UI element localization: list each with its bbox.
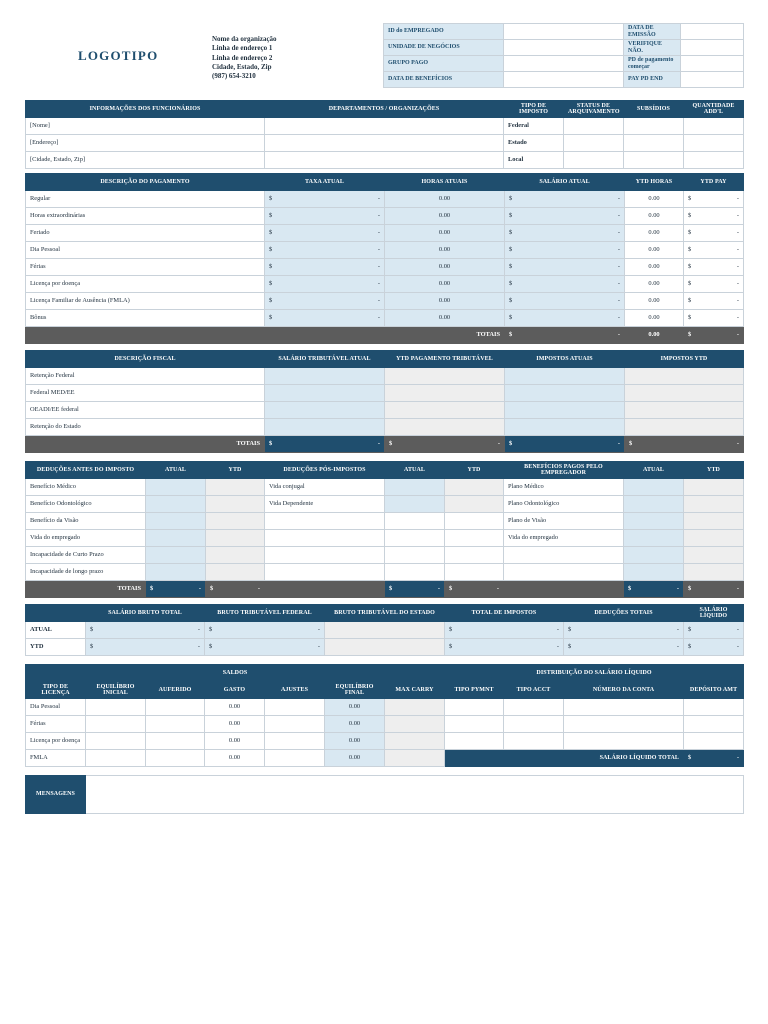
post-tax-item: Vida conjugal: [265, 479, 385, 496]
current-hours[interactable]: 0.00: [385, 208, 505, 225]
account-type[interactable]: [504, 699, 564, 716]
employer-ytd[interactable]: [684, 530, 744, 547]
ytd-pay-header: YTD PAY: [684, 174, 744, 191]
department-cell[interactable]: [265, 152, 504, 169]
leave-type: Licença por doença: [26, 733, 86, 750]
current-hours[interactable]: 0.00: [385, 191, 505, 208]
pay-period-start-label: PD de pagamento começar: [624, 56, 681, 72]
pay-totals-label: TOTAIS: [26, 327, 505, 344]
current-tax[interactable]: [505, 385, 625, 402]
post-tax-ytd[interactable]: [445, 479, 504, 496]
deduction-row: [26, 496, 744, 513]
ytd-taxable[interactable]: [385, 385, 505, 402]
pay-row: [26, 293, 744, 310]
total-deductions-header: DEDUÇÕES TOTAIS: [564, 605, 684, 622]
final-balance: 0.00: [325, 733, 385, 750]
current-rate[interactable]: $ -: [265, 225, 385, 242]
additional-qty-header: QUANTIDADE ADD'L: [684, 101, 744, 118]
final-balance: 0.00: [325, 750, 385, 767]
tax-row: [26, 402, 744, 419]
pay-group-field[interactable]: [504, 56, 624, 72]
ytd-pay: $ -: [684, 225, 744, 242]
earned[interactable]: [146, 733, 205, 750]
current-hours[interactable]: 0.00: [385, 310, 505, 327]
employer-current[interactable]: [624, 547, 684, 564]
pay-totals-row: TOTAIS $ - 0.00 $ -: [26, 327, 744, 344]
ytd-taxes-header: IMPOSTOS YTD: [625, 351, 744, 368]
deductions-totals-row: TOTAIS $ - $ - $ - $ - $ - $ -: [26, 581, 744, 598]
post-tax-ytd[interactable]: [445, 496, 504, 513]
current-rate[interactable]: $ -: [265, 242, 385, 259]
employer-current[interactable]: [624, 479, 684, 496]
post-tax-current[interactable]: [385, 496, 445, 513]
employer-current[interactable]: [624, 530, 684, 547]
pay-total-ytd-hours: 0.00: [625, 327, 684, 344]
earned[interactable]: [146, 716, 205, 733]
deduction-row: [26, 547, 744, 564]
start-balance[interactable]: [86, 716, 146, 733]
employee-city[interactable]: [Cidade, Estado, Zip]: [26, 152, 265, 169]
org-name: Nome da organização: [212, 35, 277, 43]
total-taxes-header: TOTAL DE IMPOSTOS: [445, 605, 564, 622]
post-tax-ytd[interactable]: [445, 547, 504, 564]
summary-row: [26, 622, 744, 639]
net-pay-header: SALÁRIO LÍQUIDO: [684, 605, 744, 622]
ytd-tax[interactable]: [625, 402, 744, 419]
messages-field[interactable]: [86, 776, 744, 814]
account-type[interactable]: [504, 716, 564, 733]
pre-tax-ytd[interactable]: [206, 479, 265, 496]
net-pay-total-label: SALÁRIO LÍQUIDO TOTAL: [445, 750, 684, 767]
pay-description: Licença Familiar de Ausência (FMLA): [26, 293, 265, 310]
deposit-amount[interactable]: [684, 733, 744, 750]
tax-type-local: Local: [504, 152, 564, 169]
pay-period-start-field[interactable]: [681, 56, 744, 72]
adjustments[interactable]: [265, 716, 325, 733]
pay-description: Feriado: [26, 225, 265, 242]
leave-type: FMLA: [26, 750, 86, 767]
current-rate[interactable]: $ -: [265, 310, 385, 327]
pay-row: [26, 276, 744, 293]
current-rate[interactable]: $ -: [265, 191, 385, 208]
tax-description-table: [25, 350, 744, 453]
tax-type-state: Estado: [504, 135, 564, 152]
pre-tax-item: Incapacidade de longo prazo: [26, 564, 146, 581]
total-taxes: $ -: [445, 622, 564, 639]
current-tax[interactable]: [505, 419, 625, 436]
logo: LOGOTIPO: [78, 48, 159, 63]
messages-label: MENSAGENS: [26, 776, 86, 814]
current-tax[interactable]: [505, 368, 625, 385]
taxable-salary-header: SALÁRIO TRIBUTÁVEL ATUAL: [265, 351, 385, 368]
balance-row: [26, 699, 744, 716]
post-tax-ytd[interactable]: [445, 513, 504, 530]
max-carry[interactable]: [385, 750, 445, 767]
net-pay: $ -: [684, 639, 744, 656]
current-hours-header: HORAS ATUAIS: [385, 174, 505, 191]
employee-name[interactable]: [Nome]: [26, 118, 265, 135]
employer-ytd[interactable]: [684, 564, 744, 581]
ytd-tax[interactable]: [625, 385, 744, 402]
current-tax[interactable]: [505, 402, 625, 419]
pre-tax-item: Benefício Odontológico: [26, 496, 146, 513]
deduction-row: [26, 479, 744, 496]
taxable-salary[interactable]: [265, 419, 385, 436]
deduction-row: [26, 530, 744, 547]
deposit-amount[interactable]: [684, 699, 744, 716]
balance-row: [26, 733, 744, 750]
pre-tax-ytd[interactable]: [206, 496, 265, 513]
max-carry[interactable]: [385, 733, 445, 750]
pre-tax-item: Benefício Médico: [26, 479, 146, 496]
current-salary-header: SALÁRIO ATUAL: [505, 174, 625, 191]
federal-taxable: $ -: [205, 622, 325, 639]
employee-info-table: [25, 100, 744, 169]
employee-info-header: INFORMAÇÕES DOS FUNCIONÁRIOS: [26, 101, 265, 118]
pre-tax-ytd[interactable]: [206, 513, 265, 530]
pre-tax-ytd[interactable]: [206, 564, 265, 581]
balances-title: SALDOS: [26, 665, 445, 682]
pay-period-end-field[interactable]: [681, 72, 744, 88]
ytd-hours: 0.00: [625, 191, 684, 208]
post-tax-item: [265, 513, 385, 530]
pre-tax-current[interactable]: [146, 547, 206, 564]
ytd-hours: 0.00: [625, 259, 684, 276]
benefits-date-label: DATA DE BENEFÍCIOS: [384, 72, 504, 88]
tax-description: Retenção Federal: [26, 368, 265, 385]
spent: 0.00: [205, 733, 265, 750]
ytd-taxable[interactable]: [385, 402, 505, 419]
pay-row: [26, 259, 744, 276]
ytd-pay: $ -: [684, 191, 744, 208]
summary-row-label: ATUAL: [26, 622, 86, 639]
ytd-pay: $ -: [684, 276, 744, 293]
pre-tax-item: Vida do empregado: [26, 530, 146, 547]
payment-type[interactable]: [445, 716, 504, 733]
tax-type-header: TIPO DE IMPOSTO: [504, 101, 564, 118]
current-rate-header: TAXA ATUAL: [265, 174, 385, 191]
current-rate[interactable]: $ -: [265, 208, 385, 225]
pay-summary-table: [25, 604, 744, 656]
ytd-hours: 0.00: [625, 293, 684, 310]
employer-current[interactable]: [624, 564, 684, 581]
current-hours[interactable]: 0.00: [385, 259, 505, 276]
current-hours[interactable]: 0.00: [385, 242, 505, 259]
post-tax-item: Vida Dependente: [265, 496, 385, 513]
current-taxes-header: IMPOSTOS ATUAIS: [505, 351, 625, 368]
current-hours[interactable]: 0.00: [385, 276, 505, 293]
current-rate[interactable]: $ -: [265, 293, 385, 310]
post-tax-item: [265, 547, 385, 564]
filing-status-header: STATUS DE ARQUIVAMENTO: [564, 101, 624, 118]
ytd-hours: 0.00: [625, 310, 684, 327]
state-taxable: [325, 622, 445, 639]
pre-tax-item: Benefício da Visão: [26, 513, 146, 530]
current-rate[interactable]: $ -: [265, 259, 385, 276]
net-pay: $ -: [684, 622, 744, 639]
post-tax-current[interactable]: [385, 564, 445, 581]
pay-description-header: DESCRIÇÃO DO PAGAMENTO: [26, 174, 265, 191]
pay-row: [26, 225, 744, 242]
pre-tax-deductions-header: DEDUÇÕES ANTES DO IMPOSTO: [26, 462, 146, 479]
department-cell[interactable]: [265, 135, 504, 152]
adjustments[interactable]: [265, 750, 325, 767]
earned[interactable]: [146, 699, 205, 716]
pay-row: [26, 191, 744, 208]
messages-table: [25, 775, 744, 814]
pre-tax-item: Incapacidade de Curto Prazo: [26, 547, 146, 564]
state-taxable: [325, 639, 445, 656]
issue-date-label: DATA DE EMISSÃO: [624, 24, 681, 40]
pre-tax-current[interactable]: [146, 530, 206, 547]
employer-benefit-item: Plano de Visão: [504, 513, 624, 530]
employer-ytd[interactable]: [684, 496, 744, 513]
ytd-pay: $ -: [684, 259, 744, 276]
employer-benefit-item: [504, 547, 624, 564]
deduction-row: [26, 564, 744, 581]
total-taxes: $ -: [445, 639, 564, 656]
total-deductions: $ -: [564, 639, 684, 656]
employer-benefit-item: Plano Odontológico: [504, 496, 624, 513]
pay-description: Férias: [26, 259, 265, 276]
pay-row: [26, 208, 744, 225]
final-balance: 0.00: [325, 699, 385, 716]
tax-totals-row: TOTAIS $ - $ - $ - $ -: [26, 436, 744, 453]
employer-ytd[interactable]: [684, 513, 744, 530]
pre-tax-current[interactable]: [146, 513, 206, 530]
pay-row: [26, 242, 744, 259]
ytd-hours: 0.00: [625, 208, 684, 225]
spent: 0.00: [205, 716, 265, 733]
current-salary: $ -: [505, 191, 625, 208]
adjustments[interactable]: [265, 699, 325, 716]
employer-benefit-item: Vida do empregado: [504, 530, 624, 547]
taxable-salary[interactable]: [265, 385, 385, 402]
org-address-2: Linha de endereço 2: [212, 53, 273, 62]
gross-pay-header: SALÁRIO BRUTO TOTAL: [86, 605, 205, 622]
start-balance[interactable]: [86, 733, 146, 750]
federal-taxable: $ -: [205, 639, 325, 656]
ytd-tax[interactable]: [625, 419, 744, 436]
final-balance: 0.00: [325, 716, 385, 733]
post-tax-current[interactable]: [385, 530, 445, 547]
earned[interactable]: [146, 750, 205, 767]
current-hours[interactable]: 0.00: [385, 225, 505, 242]
employer-ytd[interactable]: [684, 547, 744, 564]
post-tax-deductions-header: DEDUÇÕES PÓS-IMPOSTOS: [265, 462, 385, 479]
taxable-salary[interactable]: [265, 402, 385, 419]
ytd-pay: $ -: [684, 242, 744, 259]
ytd-hours-header: YTD HORAS: [625, 174, 684, 191]
max-carry[interactable]: [385, 699, 445, 716]
pay-description: Bônus: [26, 310, 265, 327]
ytd-taxable[interactable]: [385, 368, 505, 385]
post-tax-ytd[interactable]: [445, 530, 504, 547]
max-carry[interactable]: [385, 716, 445, 733]
departments-header: DEPARTAMENTOS / ORGANIZAÇÕES: [265, 101, 504, 118]
check-number-field[interactable]: [681, 40, 744, 56]
post-tax-item: [265, 530, 385, 547]
distribution-title: DISTRIBUIÇÃO DO SALÁRIO LÍQUIDO: [445, 665, 744, 682]
deduction-row: [26, 513, 744, 530]
account-number[interactable]: [564, 699, 684, 716]
ytd-pay: $ -: [684, 310, 744, 327]
balance-row: [26, 716, 744, 733]
ytd-hours: 0.00: [625, 276, 684, 293]
tax-row: [26, 419, 744, 436]
current-salary: $ -: [505, 208, 625, 225]
tax-row: [26, 385, 744, 402]
employee-address[interactable]: [Endereço]: [26, 135, 265, 152]
employee-id-label: ID do EMPREGADO: [384, 24, 504, 40]
gross-pay: $ -: [86, 639, 205, 656]
employer-benefit-item: [504, 564, 624, 581]
current-hours[interactable]: 0.00: [385, 293, 505, 310]
employer-ytd[interactable]: [684, 479, 744, 496]
employer-benefit-item: Plano Médico: [504, 479, 624, 496]
pay-description: Regular: [26, 191, 265, 208]
pay-description: Licença por doença: [26, 276, 265, 293]
ytd-pay: $ -: [684, 293, 744, 310]
net-pay-total: $ -: [684, 750, 744, 767]
pre-tax-ytd[interactable]: [206, 530, 265, 547]
business-unit-field[interactable]: [504, 40, 624, 56]
adjustments[interactable]: [265, 733, 325, 750]
business-unit-label: UNIDADE DE NEGÓCIOS: [384, 40, 504, 56]
ytd-pay: $ -: [684, 208, 744, 225]
tax-row: [26, 368, 744, 385]
current-salary: $ -: [505, 276, 625, 293]
allowances-header: SUBSÍDIOS: [624, 101, 684, 118]
tax-description: Federal MED/EE: [26, 385, 265, 402]
tax-description: OEADI/EE federal: [26, 402, 265, 419]
post-tax-current[interactable]: [385, 547, 445, 564]
summary-row-label: YTD: [26, 639, 86, 656]
employee-pay-info-table: [383, 23, 744, 88]
pre-tax-current[interactable]: [146, 564, 206, 581]
tax-description-header: DESCRIÇÃO FISCAL: [26, 351, 265, 368]
leave-type: Dia Pessoal: [26, 699, 86, 716]
federal-taxable-header: BRUTO TRIBUTÁVEL FEDERAL: [205, 605, 325, 622]
employer-benefits-header: BENEFÍCIOS PAGOS PELO EMPREGADOR: [504, 462, 624, 479]
start-balance[interactable]: [86, 750, 146, 767]
current-salary: $ -: [505, 225, 625, 242]
start-balance[interactable]: [86, 699, 146, 716]
pay-row: [26, 310, 744, 327]
total-deductions: $ -: [564, 622, 684, 639]
state-taxable-header: BRUTO TRIBUTÁVEL DO ESTADO: [325, 605, 445, 622]
org-phone: (987) 654-3210: [212, 72, 256, 81]
org-address-1: Linha de endereço 1: [212, 44, 273, 53]
ytd-taxable-pay-header: YTD PAGAMENTO TRIBUTÁVEL: [385, 351, 505, 368]
tax-type-federal: Federal: [504, 118, 564, 135]
issue-date-field[interactable]: [681, 24, 744, 40]
deductions-totals-label: TOTAIS: [26, 581, 146, 598]
account-number[interactable]: [564, 716, 684, 733]
current-salary: $ -: [505, 242, 625, 259]
org-city: Cidade, Estado, Zip: [212, 62, 272, 71]
check-number-label: VERIFIQUE NÃO.: [624, 40, 681, 56]
payment-type[interactable]: [445, 733, 504, 750]
leave-type: Férias: [26, 716, 86, 733]
tax-description: Retenção do Estado: [26, 419, 265, 436]
tax-totals-label: TOTAIS: [26, 436, 265, 453]
employee-id-field[interactable]: [504, 24, 624, 40]
pay-description: Horas extraordinárias: [26, 208, 265, 225]
employer-current[interactable]: [624, 496, 684, 513]
current-salary: $ -: [505, 259, 625, 276]
spent: 0.00: [205, 750, 265, 767]
pre-tax-ytd[interactable]: [206, 547, 265, 564]
ytd-hours: 0.00: [625, 225, 684, 242]
post-tax-ytd[interactable]: [445, 564, 504, 581]
deductions-table: DEDUÇÕES ANTES DO IMPOSTO ATUAL YTD DEDUÇÕES PÓS-IMPOSTOS ATUAL YTD BENEFÍCIOS PAGOS PELO EMPREGADOR ATUAL YTD Benefício Médico Vida conjugal Plano Médico Benefício Odontológico Vida Dependente Plano Odontológico Benefício da Visão Plano de Visão Vida do empregado Vida do empregado Incapacidade de Curto Prazo Incapacidade de longo prazo TOTAIS $ - $ - $ - $ - $ - $ -: [25, 461, 744, 598]
summary-row: [26, 639, 744, 656]
pay-group-label: GRUPO PAGO: [384, 56, 504, 72]
pay-description: Dia Pessoal: [26, 242, 265, 259]
pay-description-table: [25, 173, 744, 344]
ytd-taxable[interactable]: [385, 419, 505, 436]
current-salary: $ -: [505, 310, 625, 327]
department-cell[interactable]: [265, 118, 504, 135]
employer-current[interactable]: [624, 513, 684, 530]
ytd-hours: 0.00: [625, 242, 684, 259]
spent: 0.00: [205, 699, 265, 716]
pre-tax-current[interactable]: [146, 496, 206, 513]
organization-info: [212, 35, 277, 81]
pay-period-end-label: PAY PD END: [624, 72, 681, 88]
account-type[interactable]: [504, 733, 564, 750]
benefits-date-field[interactable]: [504, 72, 624, 88]
pre-tax-current[interactable]: [146, 479, 206, 496]
post-tax-current[interactable]: [385, 479, 445, 496]
post-tax-item: [265, 564, 385, 581]
account-number[interactable]: [564, 733, 684, 750]
gross-pay: $ -: [86, 622, 205, 639]
payment-type[interactable]: [445, 699, 504, 716]
balance-row: [26, 750, 744, 767]
current-salary: $ -: [505, 293, 625, 310]
balances-distribution-table: SALDOS DISTRIBUIÇÃO DO SALÁRIO LÍQUIDO TIPO DE LICENÇA EQUILÍBRIO INICIAL AUFERIDO GASTO AJUSTES EQUILÍBRIO FINAL MAX CARRY TIPO PYMNT TIPO ACCT NÚMERO DA CONTA DEPÓSITO AMT Dia Pessoal 0.00 0.00 Férias 0.00 0.00 Licença por doença 0.00 0.00 FMLA 0.00 0.00 SALÁRIO LÍQUIDO TOTAL $ -: [25, 664, 744, 767]
post-tax-current[interactable]: [385, 513, 445, 530]
taxable-salary[interactable]: [265, 368, 385, 385]
deposit-amount[interactable]: [684, 716, 744, 733]
ytd-tax[interactable]: [625, 368, 744, 385]
current-rate[interactable]: $ -: [265, 276, 385, 293]
